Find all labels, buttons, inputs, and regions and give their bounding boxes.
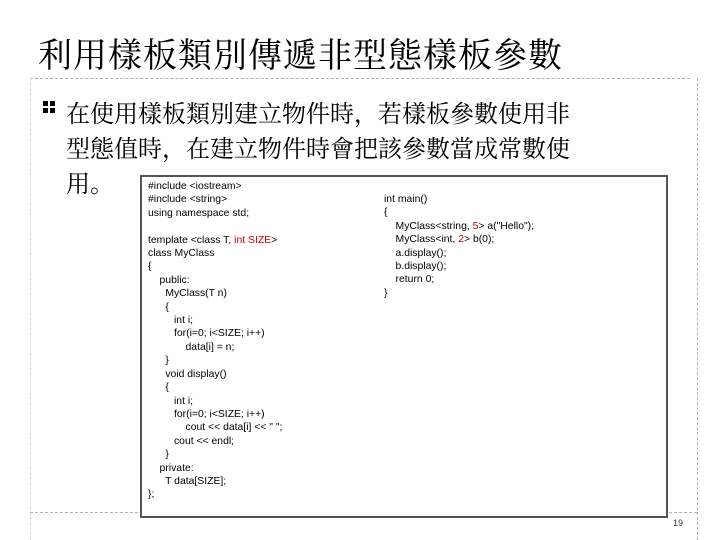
code-line: MyClass<int, [384,234,459,246]
size-arg-highlight-b: 2 [458,234,464,246]
code-fragment: > a("Hello"); [478,220,535,232]
code-fragment: > [271,234,278,246]
code-line: int main() [384,194,428,205]
code-line: T data[SIZE]; [148,475,227,487]
code-line: } [384,287,388,299]
code-line: { [384,207,388,219]
code-line: a.display(); [384,247,447,259]
body-text-line-2: 型態值時，在建立物件時會把該參數當成常數使 [66,135,570,163]
code-line: private: [148,462,194,474]
code-line: template <class T, [148,234,235,246]
code-line: for(i=0; i<SIZE; i++) [148,328,265,340]
code-box [140,175,668,518]
code-line: b.display(); [384,261,447,273]
code-line: return 0; [384,274,435,286]
code-line: #include <string> [148,194,228,206]
code-line: { [148,301,169,313]
size-arg-highlight-a: 5 [472,220,479,232]
code-line: public: [148,274,190,286]
page-number: 19 [673,518,684,528]
code-line: } [148,355,169,367]
code-line: int i; [148,315,194,327]
class-code-block [148,180,282,502]
square-bullet-icon [42,100,56,117]
title-divider [30,78,690,79]
main-code-block [384,193,534,300]
code-line: MyClass(T n) [148,288,227,300]
code-line: void display() [148,368,227,380]
code-line: { [148,261,152,273]
body-text-line-1: 在使用樣板類別建立物件時，若樣板參數使用非 [66,100,570,128]
template-param-highlight: int SIZE [234,234,272,246]
code-line: int i; [148,395,194,407]
code-line: #include <iostream> [148,181,242,192]
code-line: using namespace std; [148,207,250,219]
code-line: for(i=0; i<SIZE; i++) [148,408,265,420]
code-line: } [148,449,169,461]
right-border [697,78,698,540]
slide-title: 利用樣板類別傳遞非型態樣板參數 [38,36,563,76]
code-line: MyClass<string, [384,220,473,232]
code-line: cout << data[i] << " "; [148,422,283,434]
code-fragment: > b(0); [463,234,495,246]
left-border [30,78,31,540]
body-text-line-3: 用。 [66,170,114,198]
code-line: { [148,382,169,394]
code-line: }; [148,489,155,501]
code-line: cout << endl; [148,435,235,447]
code-line: class MyClass [148,248,215,260]
code-line: data[i] = n; [148,341,235,353]
